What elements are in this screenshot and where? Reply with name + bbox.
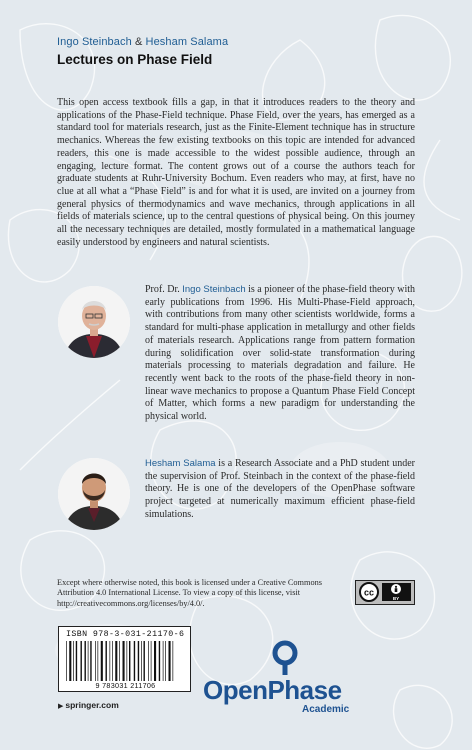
- barcode-bar: [129, 641, 130, 681]
- barcode-bar: [90, 641, 91, 681]
- bio-steinbach-prefix: Prof. Dr.: [145, 284, 183, 295]
- barcode-bar: [141, 641, 142, 681]
- publisher-link-text: springer.com: [65, 700, 119, 710]
- barcode-bars: [60, 641, 191, 683]
- barcode-bar: [119, 641, 120, 681]
- barcode-bar: [95, 641, 96, 681]
- author-names: [57, 36, 228, 48]
- barcode-bar: [169, 641, 171, 681]
- barcode-bar: [73, 641, 74, 681]
- barcode-bar: [81, 641, 82, 681]
- barcode-bar: [76, 641, 77, 681]
- attribution-person-icon: [391, 584, 401, 594]
- barcode-bar: [134, 641, 135, 681]
- isbn-barcode: [58, 626, 191, 692]
- barcode-bar: [101, 641, 103, 681]
- barcode-bar: [148, 641, 149, 681]
- author-photo-salama: [58, 458, 130, 530]
- barcode-bar: [173, 641, 174, 681]
- openphase-wordmark: OpenPhase: [203, 675, 342, 705]
- intro-paragraph: This open access textbook fills a gap, in that it introduces readers to the theory and applications of the Phase-Field technique. Phase Field, over the years, has emerged as a standard tool for materials research, just as the Finite-Element technique has in structure mechanics. Whereas the few existing textbooks on this topic are intended for advanced readers, this one is made accessible to the widest possible audience, through an engaging, lecture format. The content grows out of a course the authors teach for graduate students at Ruhr-University Bochum. Even readers who may, at first, have no clue at all what a “Phase Field” is and for what it is used, are invited on a journey from general physics of thermodynamics and wave mechanics, through applications in all fields of materials science, up to the central questions of physical being. On this journey all the necessary techniques are detailed, mostly formulated in a mathematical language easily understood by engineers and natural scientists.: [57, 97, 415, 248]
- ampersand: &: [134, 36, 143, 48]
- cc-text: cc: [363, 587, 375, 598]
- bio-salama-name: Hesham Salama: [145, 458, 216, 469]
- isbn-label: ISBN 978-3-031-21170-6: [66, 630, 185, 639]
- barcode-bar: [98, 641, 99, 681]
- by-text: BY: [392, 596, 400, 601]
- author-hesham-salama: Hesham Salama: [145, 36, 229, 48]
- barcode-bar: [106, 641, 107, 681]
- right-arrow-icon: ▶: [58, 703, 64, 710]
- bio-steinbach-text: is a pioneer of the phase-field theory with early publications from 1996. His Multi-Phase-Field approach, with contributions from many other scientists worldwide, forms a standard for multi-phase application in metallurgy and other fields of materials research. Applications range from pattern formation during solidification over solid-state transformation during materials processing to materials degradation and failure. He recently went back to the roots of the phase-field theory in non-linear wave mechanics to propose a Quantum Phase Field Concept of Matter, which forms a new paradigm for understanding the physical world.: [145, 284, 416, 423]
- barcode-bar: [110, 641, 111, 681]
- bio-salama-text: is a Research Associate and a PhD student under the supervision of Prof. Steinbach in the context of the phase-field theory. He is one of the developers of the OpenPhase software project targeted at numerically maximum efficient phase-field simulations.: [145, 458, 415, 520]
- bio-steinbach-name: Ingo Steinbach: [182, 284, 246, 295]
- barcode-bar: [159, 641, 160, 681]
- barcode-bar: [127, 641, 128, 681]
- barcode-bar: [115, 641, 117, 681]
- bio-steinbach: [145, 284, 415, 424]
- barcode-bar: [88, 641, 89, 681]
- barcode-bar: [154, 641, 156, 681]
- author-ingo-steinbach: Ingo Steinbach: [57, 36, 132, 48]
- book-title: Lectures on Phase Field: [57, 52, 213, 67]
- barcode-bar: [144, 641, 145, 681]
- barcode-bar: [151, 641, 152, 681]
- creative-commons-icon: [360, 583, 378, 601]
- barcode-bar: [85, 641, 86, 681]
- barcode-bar: [123, 641, 125, 681]
- license-notice: Except where otherwise noted, this book is licensed under a Creative Commons Attribution 4.0 International License. To view a copy of this license, visit http://creativecommons.org/licenses/by/4.0/.: [57, 578, 322, 608]
- barcode-bar: [66, 641, 67, 681]
- barcode-bar: [69, 641, 71, 681]
- bio-salama: [145, 458, 415, 522]
- openphase-logo-icon: [270, 640, 300, 678]
- cc-by-badge: [355, 580, 415, 605]
- barcode-bar: [138, 641, 139, 681]
- barcode-bar: [163, 641, 164, 681]
- barcode-bar: [165, 641, 166, 681]
- author-photo-steinbach: [58, 286, 130, 358]
- barcode-bar: [112, 641, 113, 681]
- publisher-link[interactable]: [58, 700, 119, 710]
- openphase-subtitle: Academic: [302, 704, 350, 715]
- barcode-digits: 9 783031 211706: [95, 681, 156, 690]
